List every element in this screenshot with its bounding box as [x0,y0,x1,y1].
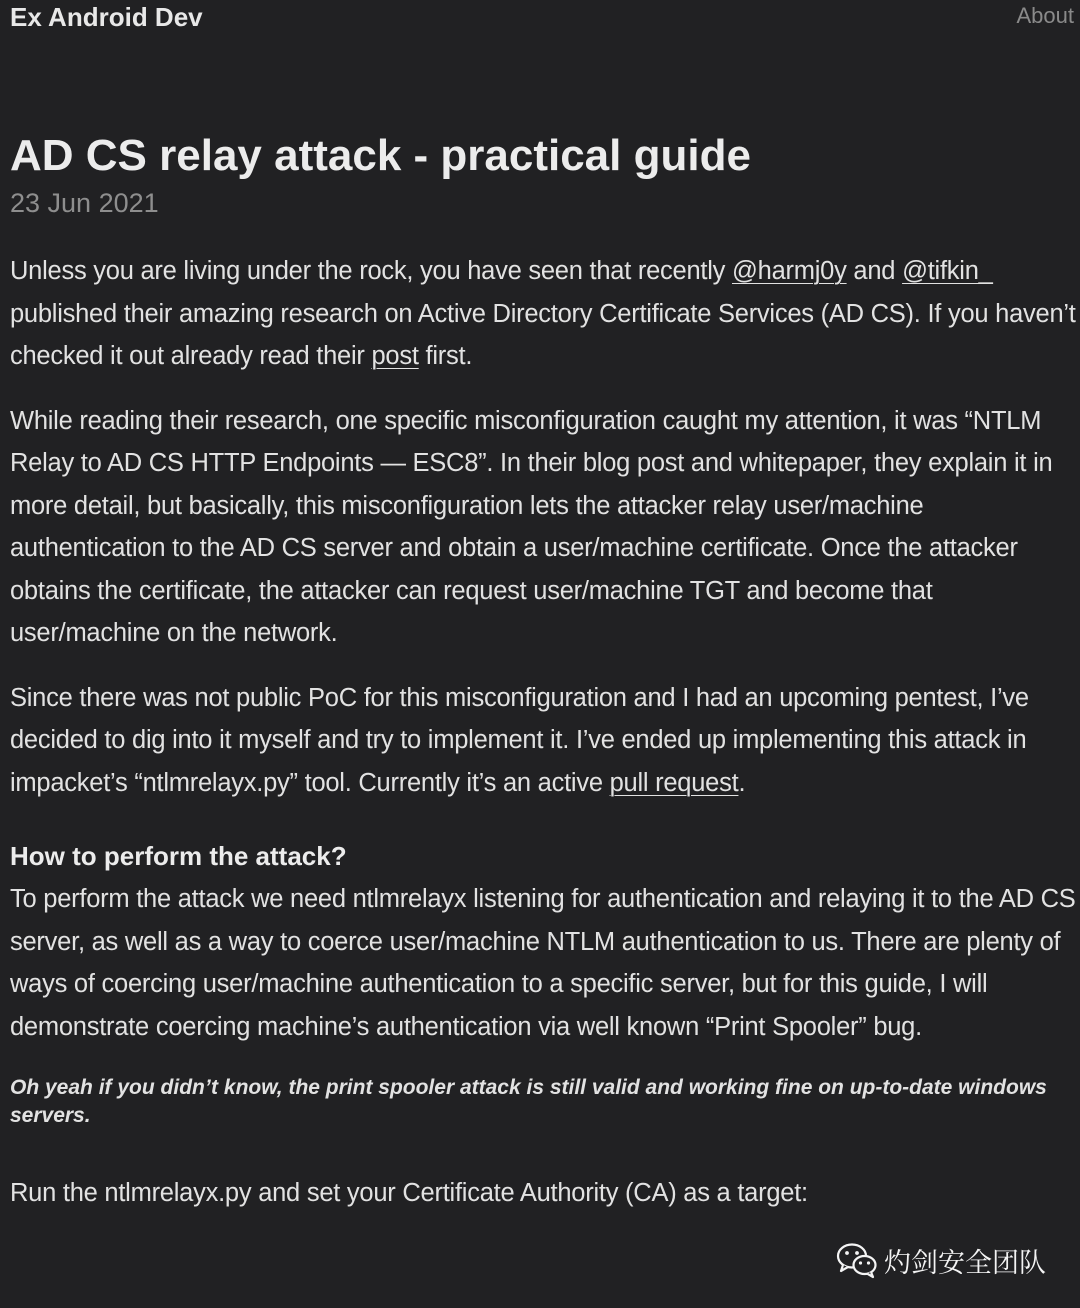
tifkin-link[interactable]: @tifkin_ [902,257,993,285]
nav-about-link[interactable]: About [1016,3,1074,28]
print-spooler-note: Oh yeah if you didn’t know, the print spooler attack is still valid and working fine on up-to-date windows servers. [10,1076,1047,1127]
intro-text-3: published their amazing research on Active Directory Certificate Services (AD CS). If you haven’t checked it out already read their [10,299,1076,370]
esc8-paragraph: While reading their research, one specific misconfiguration caught my attention, it was “NTLM Relay to AD CS HTTP Endpoints — ESC8”. In their blog post and whitepaper, they explain it in more detail, but basically, this misconfiguration lets the attacker relay user/machine authentication to the AD CS server and obtain a user/machine certificate. Once the attacker obtains the certificate, the attacker can request user/machine TGT and become that user/machine on the network. [10,406,1053,647]
post-date: 23 Jun 2021 [10,188,159,218]
harmj0y-link[interactable]: @harmj0y [732,257,847,285]
intro-text-1: Unless you are living under the rock, you have seen that recently [10,257,732,285]
intro-text-4: first. [418,342,473,370]
poc-text-2: . [738,768,746,797]
post-title: AD CS relay attack - practical guide [10,131,751,180]
watermark [836,1238,1046,1282]
section-heading-how-to: How to perform the attack? [10,841,347,871]
research-post-link[interactable]: post [371,342,419,370]
wechat-icon [836,1241,878,1279]
attack-paragraph: To perform the attack we need ntlmrelayx listening for authentication and relaying it to the AD CS server, as well as a way to coerce user/machine NTLM authentication to us. There are plenty of ways of coercing user/machine authentication to a specific server, but for this guide, I will demonstrate coercing machine’s authentication via well known “Print Spooler” bug. [10,885,1076,1041]
site-title-link[interactable]: Ex Android Dev [10,2,203,32]
pull-request-link[interactable]: pull request [609,768,739,797]
intro-paragraph [10,250,1076,378]
poc-text-1: Since there was not public PoC for this misconfiguration and I had an upcoming pentest, I’ve decided to dig into it myself and try to implement it. I’ve ended up implementing this attack in impacket’s “ntlmrelayx.py” tool. Currently it’s an active [10,683,1029,797]
intro-text-2: and [846,257,903,285]
post-content [10,128,1076,1215]
run-ntlmrelayx-paragraph: Run the ntlmrelayx.py and set your Certificate Authority (CA) as a target: [10,1179,808,1207]
site-header [10,0,1074,40]
poc-paragraph [10,677,1076,805]
watermark-text: 灼剑安全团队 [884,1247,1046,1279]
